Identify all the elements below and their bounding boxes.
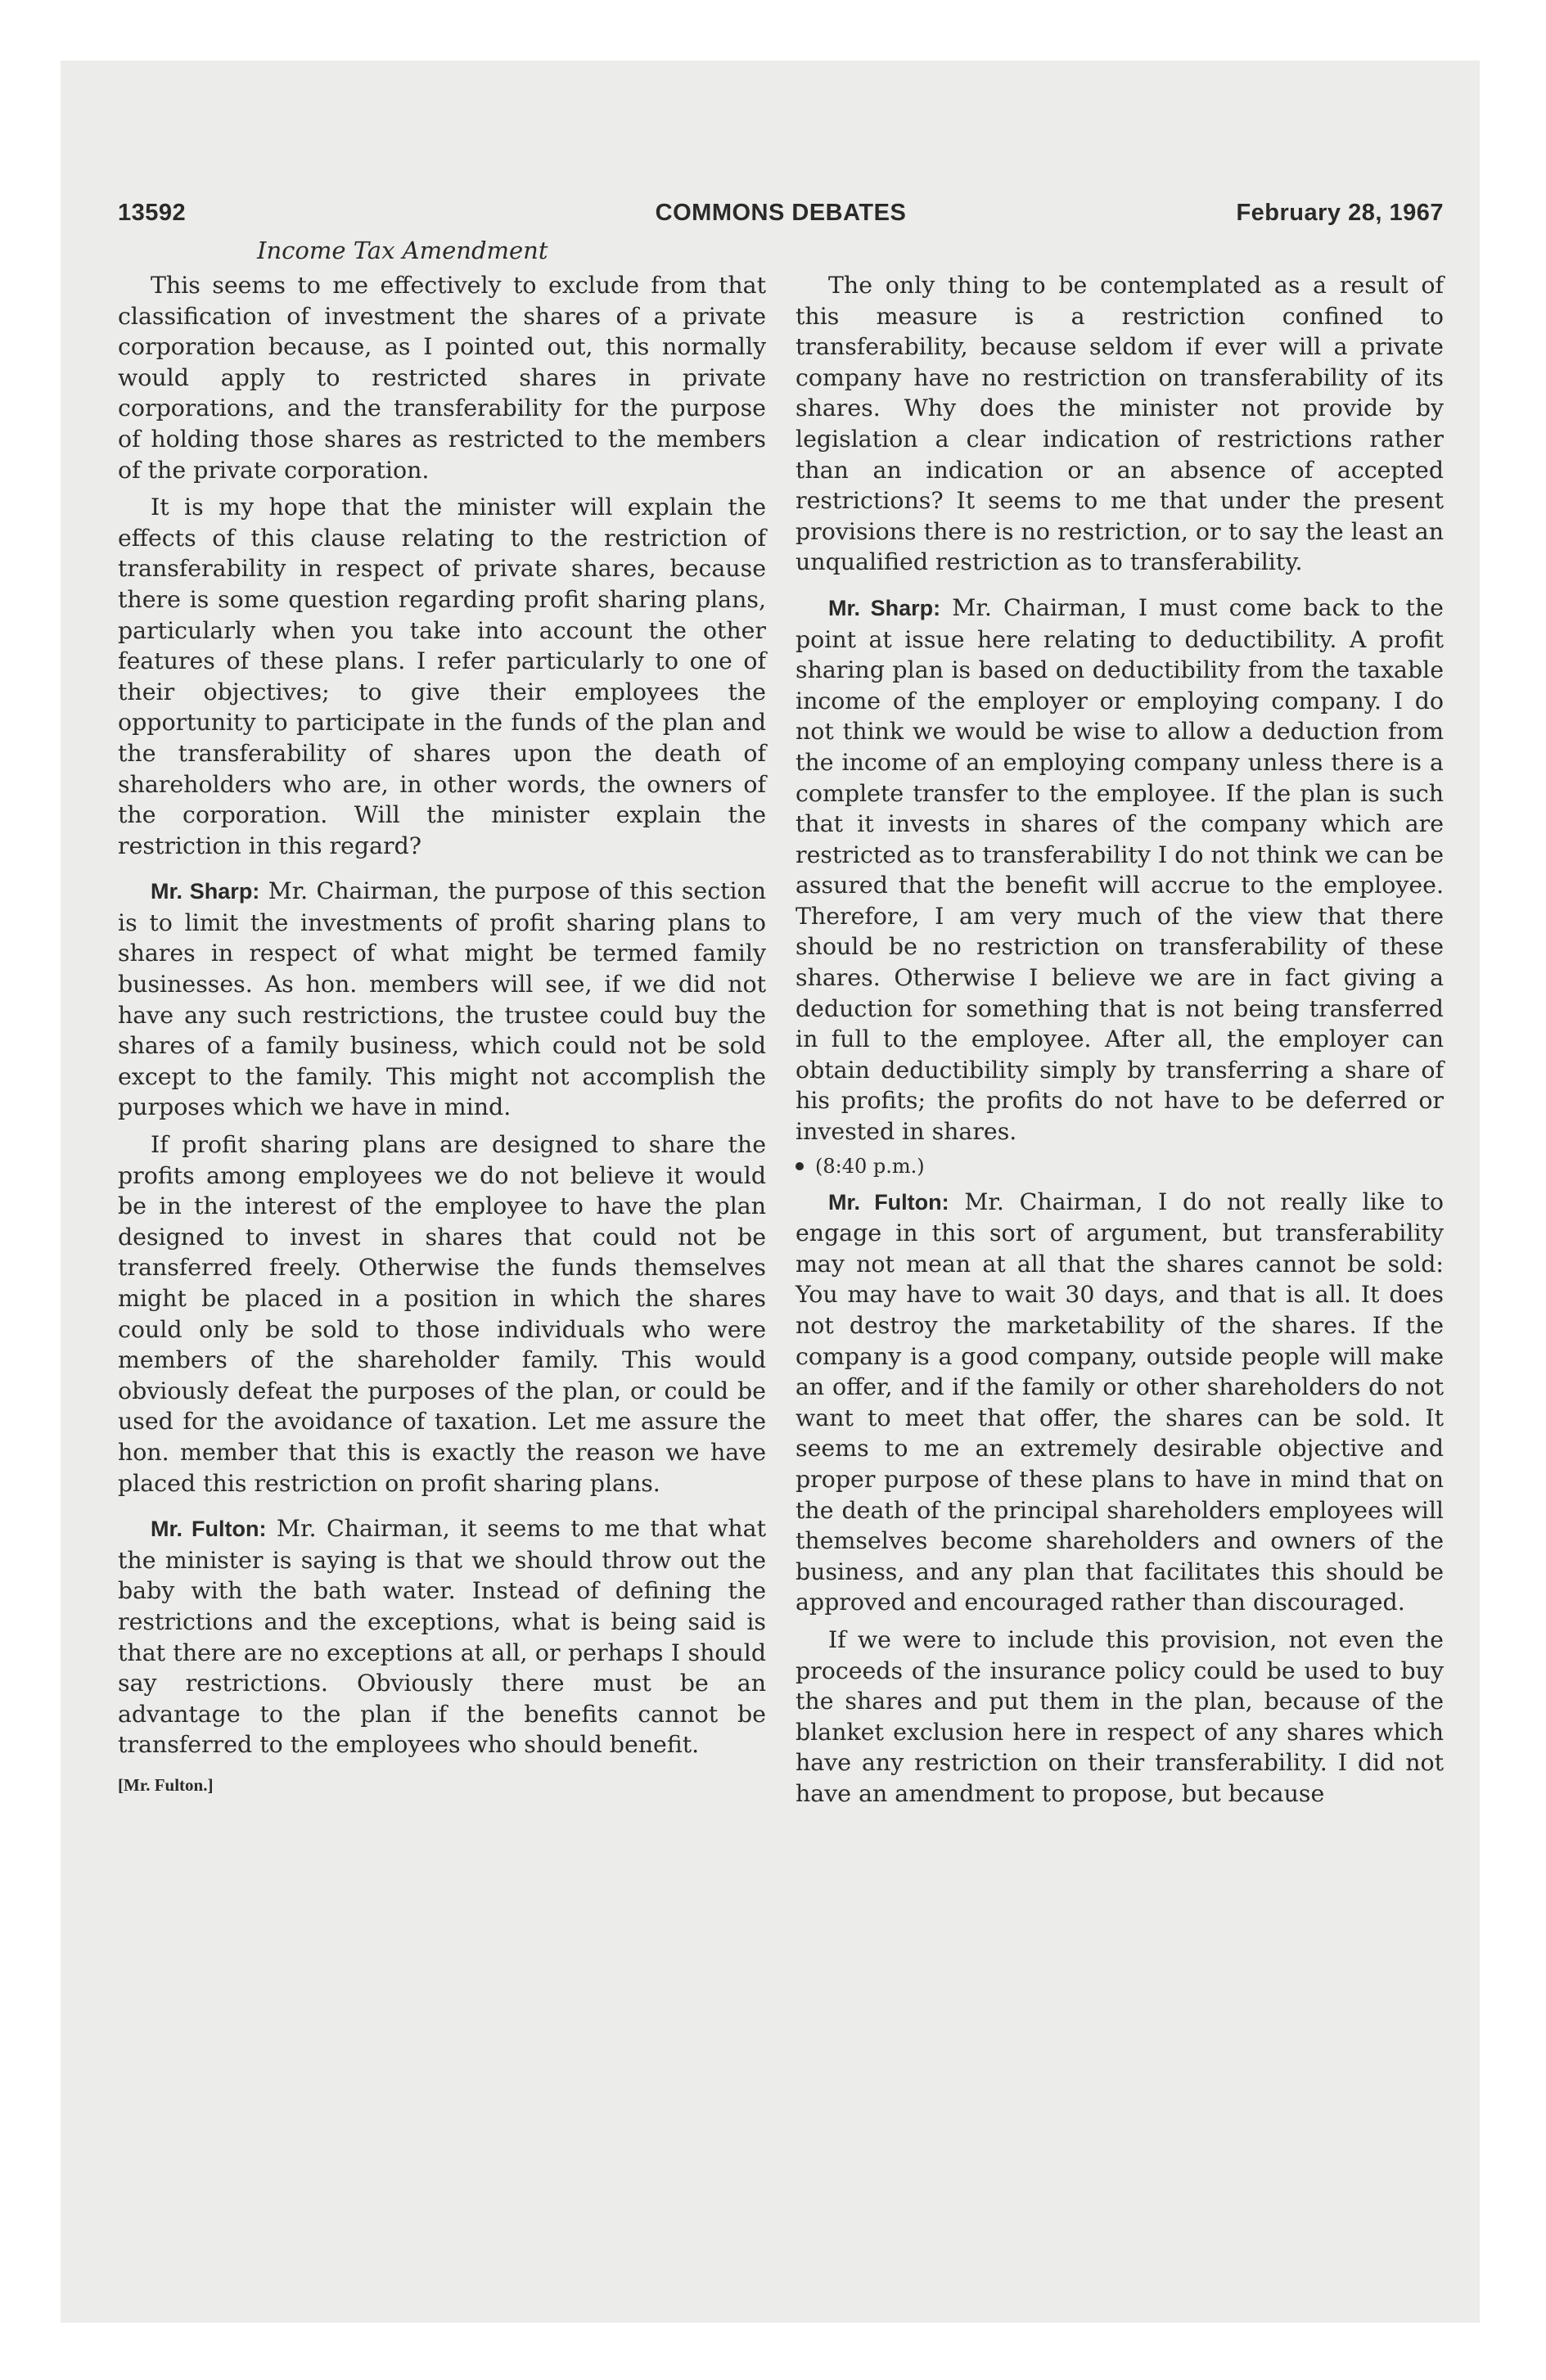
paragraph: If we were to include this provision, not even the proceeds of the insurance policy could be used to buy the shares and put them in the plan, because of the blanket exclusion here in respect of any shares which have any restriction on their transferability. I did not have an amendment to propose, but because [796,1625,1444,1807]
time-marker-text: (8:40 p.m.) [815,1154,925,1178]
speech-paragraph [796,1187,1444,1618]
speech-paragraph [118,1513,766,1760]
time-marker [796,1152,1444,1180]
speaker-name: Mr. Fulton: [828,1189,949,1215]
text-columns [118,270,1444,1810]
speaker-name: Mr. Fulton: [151,1517,267,1542]
publication-title: COMMONS DEBATES [655,200,907,226]
page-content [118,200,1444,1810]
bullet-icon [796,1162,804,1170]
paragraph: The only thing to be contemplated as a result of this measure is a restriction confined to transferability, because seldom if ever will a private company have no restriction on transferability of its shares. Why does the minister not provide by legislation a clear indication of restrictions rather than an indication or an absence of accepted restrictions? It seems to me that under the present provisions there is no restriction, or to say the least an unqualified restriction as to transferability. [796,272,1444,576]
speech-text: Mr. Chairman, it seems to me that what the minister is saying is that we should throw out the baby with the bath water. Instead of defining the restrictions and the exceptions, what is being said is that there are no exceptions at all, or perhaps I should say restrictions. Obviously there must be an advantage to the plan if the benefits cannot be transferred to the employees who should benefit. [118,1515,766,1759]
left-column [118,270,766,1810]
speech-text: Mr. Chairman, I must come back to the point at issue here relating to deductibility. A profit sharing plan is based on deductibility from the taxable income of the employer or employing company. I do not think we would be wise to allow a deduction from the income of an employing company unless there is a complete transfer to the employee. If the plan is such that it invests in shares of the company which are restricted as to transferability I do not think we can be assured that the benefit will accrue to the employee. Therefore, I am very much of the view that there should be no restriction on transferability of these shares. Otherwise I believe we are in fact giving a deduction for something that is not being transferred in full to the employee. After all, the employer can obtain deductibility simply by transferring a share of his profits; the profits do not have to be deferred or invested in shares. [796,593,1444,1146]
running-head [118,200,1444,236]
paragraph: It is my hope that the minister will explain the effects of this clause relating to the restriction of transferability in respect of private shares, because there is some question regarding profit sharing plans, particularly when you take into account the other features of these plans. I refer particularly to one of their objectives; to give their employees the opportunity to participate in the funds of the plan and the transferability of shares upon the death of shareholders who are, in other words, the owners of the corporation. Will the minister explain the restriction in this regard? [118,494,766,859]
page-number: 13592 [118,200,187,226]
continuation-speaker-note: [Mr. Fulton.] [118,1774,214,1795]
speech-paragraph [796,593,1444,1147]
paragraph: If profit sharing plans are designed to share the profits among employees we do not believe it would be in the interest of the employee to have the plan designed to invest in shares that could not be transferred freely. Otherwise the funds themselves might be placed in a position in which the shares could only be sold to those individuals who were members of the shareholder family. This would obviously defeat the purposes of the plan, or could be used for the avoidance of taxation. Let me assure the hon. member that this is exactly the reason we have placed this restriction on profit sharing plans. [118,1131,766,1497]
speech-text: Mr. Chairman, I do not really like to engage in this sort of argument, but transferability may not mean at all that the shares cannot be sold: You may have to wait 30 days, and that is all. It does not destroy the marketability of the shares. If the company is a good company, outside people will make an offer, and if the family or other shareholders do not want to meet that offer, the shares can be sold. It seems to me an extremely desirable objective and proper purpose of these plans to have in mind that on the death of the principal shareholders employees will themselves become shareholders and owners of the business, and any plan that facilitates this should be approved and encouraged rather than discouraged. [796,1188,1445,1616]
right-column [796,270,1444,1810]
publication-date: February 28, 1967 [1236,200,1444,226]
scanned-page [61,61,1480,2323]
paragraph: This seems to me effectively to exclude from that classification of investment the shares of a private corporation because, as I pointed out, this normally would apply to restricted shares in private corporations, and the transferability for the purpose of holding those shares as restricted to the members of the private corporation. [118,272,766,484]
section-heading: Income Tax Amendment [257,237,548,264]
speech-paragraph [118,876,766,1123]
speaker-name: Mr. Sharp: [828,595,941,620]
speech-text: Mr. Chairman, the purpose of this section is to limit the investments of profit sharing plans to shares in respect of what might be termed family businesses. As hon. members will see, if we did not have any such restrictions, the trustee could buy the shares of a family business, which could not be sold except to the family. This might not accomplish the purposes which we have in mind. [118,877,766,1121]
speaker-name: Mr. Sharp: [151,879,260,904]
